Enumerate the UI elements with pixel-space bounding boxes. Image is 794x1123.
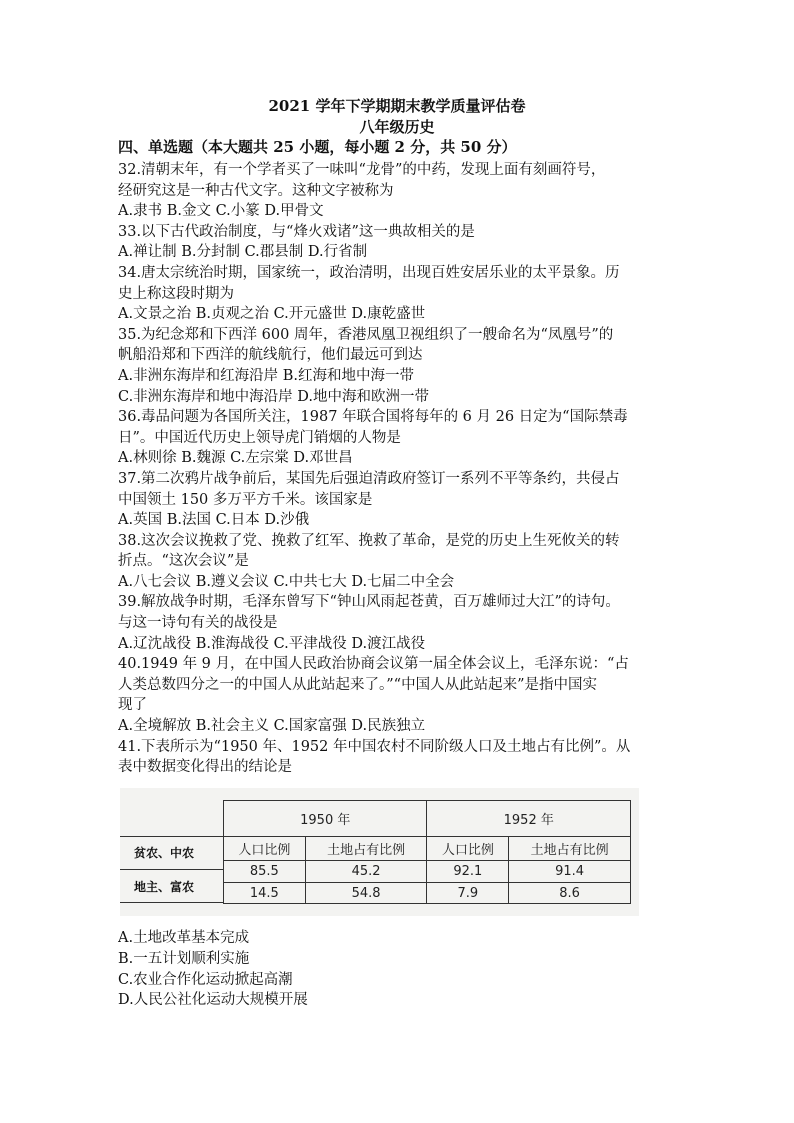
column-header: 人口比例 [224,837,306,861]
text-line: 39.解放战争时期，毛泽东曾写下“钟山风雨起苍黄，百万雄师过大江”的诗句。 [118,594,620,611]
row-label: 贫农、中农 [120,836,223,869]
answer-option: C.农业合作化运动掀起高潮 [118,971,293,988]
text-line: 34.唐太宗统治时期，国家统一，政治清明，出现百姓安居乐业的太平景象。历 [118,264,620,281]
text-line: 人类总数四分之一的中国人从此站起来了。”“中国人从此站起来”是指中国实 [118,676,597,693]
answer-option: D.人民公社化运动大规模开展 [118,992,308,1009]
question-body [118,160,700,778]
answer-options: A.全境解放 B.社会主义 C.国家富强 D.民族独立 [118,718,426,735]
text-line: 36.毒品问题为各国所关注，1987 年联合国将每年的 6 月 26 日定为“国际禁毒 [118,409,628,426]
column-header: 土地占有比例 [305,837,427,861]
text-line: 表中数据变化得出的结论是 [118,759,292,776]
text-line: 41.下表所示为“1950 年、1952 年中国农村不同阶级人口及土地占有比例”。从 [118,738,631,755]
table-cell: 14.5 [224,883,306,904]
text-line: 史上称这段时期为 [118,285,234,302]
text-line: 中国领土 150 多万平方千米。该国家是 [118,491,373,508]
answer-options: A.非洲东海岸和红海沿岸 B.红海和地中海一带 [118,367,414,384]
table-cell: 7.9 [427,883,509,904]
answer-options: A.隶书 B.金文 C.小篆 D.甲骨文 [118,203,324,220]
exam-subtitle: 八年级历史 [359,118,435,136]
answer-options: C.非洲东海岸和地中海沿岸 D.地中海和欧洲一带 [118,388,430,405]
exam-title: 2021 学年下学期期末教学质量评估卷 [268,97,526,115]
table-row [224,861,631,883]
table-row [224,837,631,861]
table-cell: 8.6 [509,883,631,904]
answer-options: A.林则徐 B.魏源 C.左宗棠 D.邓世昌 [118,450,353,467]
answer-options: A.八七会议 B.遵义会议 C.中共七大 D.七届二中全会 [118,573,455,590]
question-41-options [118,928,308,1011]
text-line: 35.为纪念郑和下西洋 600 周年，香港凤凰卫视组织了一艘命名为“凤凰号”的 [118,326,614,343]
text-line: 日”。中国近代历史上领导虎门销烟的人物是 [118,429,401,446]
answer-options: A.英国 B.法国 C.日本 D.沙俄 [118,512,310,529]
land-ownership-table-photo [120,788,639,916]
text-line: 帆船沿郑和下西洋的航线航行，他们最远可到达 [118,347,423,364]
answer-options: A.辽沈战役 B.淮海战役 C.平津战役 D.渡江战役 [118,635,426,652]
table-cell: 45.2 [305,861,427,883]
answer-option: B.一五计划顺利实施 [118,950,250,967]
text-line: 40.1949 年 9 月，在中国人民政治协商会议第一届全体会议上，毛泽东说：“占 [118,656,629,673]
table-cell: 92.1 [427,861,509,883]
answer-option: A.土地改革基本完成 [118,930,250,946]
table-row [224,801,631,837]
section-heading: 四、单选题（本大题共 25 小题，每小题 2 分，共 50 分） [118,138,517,156]
table-cell: 91.4 [509,861,631,883]
row-label: 地主、富农 [120,869,223,903]
land-ownership-table [223,800,631,904]
text-line: 37.第二次鸦片战争前后，某国先后强迫清政府签订一系列不平等条约，共侵占 [118,470,620,487]
table-cell: 54.8 [305,883,427,904]
year-header: 1950 年 [224,801,427,837]
column-header: 人口比例 [427,837,509,861]
table-row-headers [120,800,223,903]
text-line: 38.这次会议挽救了党、挽救了红军、挽救了革命，是党的历史上生死攸关的转 [118,532,620,549]
answer-options: A.文景之治 B.贞观之治 C.开元盛世 D.康乾盛世 [118,306,426,323]
text-line: 33.以下古代政治制度，与“烽火戏诸”这一典故相关的是 [118,223,475,240]
year-header: 1952 年 [427,801,631,837]
column-header: 土地占有比例 [509,837,631,861]
text-line: 现了 [118,697,147,714]
text-line: 经研究这是一种古代文字。这种文字被称为 [118,182,394,199]
text-line: 32.清朝末年，有一个学者买了一味叫“龙骨”的中药，发现上面有刻画符号， [118,162,606,178]
answer-options: A.禅让制 B.分封制 C.郡县制 D.行省制 [118,244,368,261]
table-cell: 85.5 [224,861,306,883]
text-line: 折点。“这次会议”是 [118,553,249,570]
text-line: 与这一诗句有关的战役是 [118,615,278,632]
table-row [224,883,631,904]
